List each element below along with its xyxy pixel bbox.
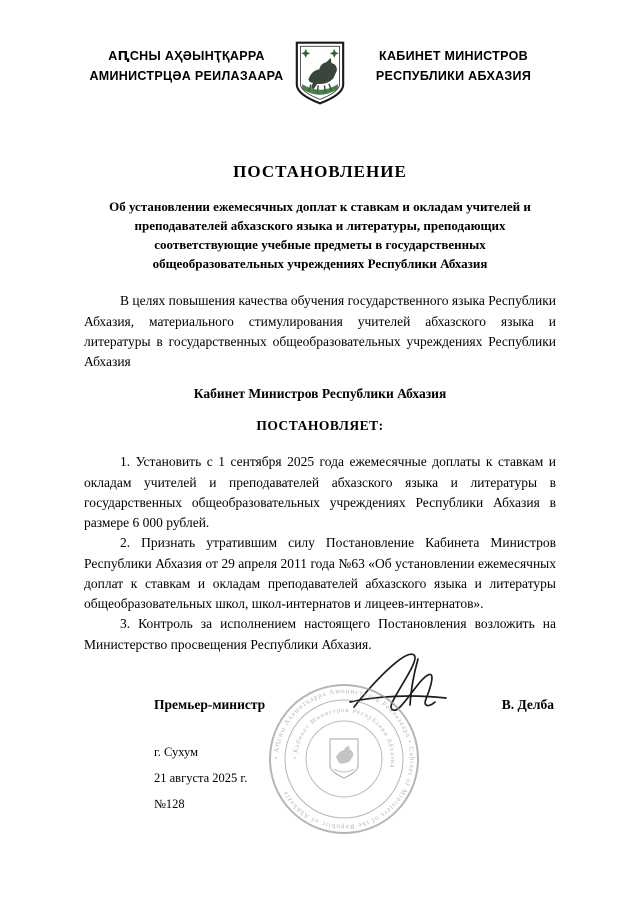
footer-number: №128 [154, 797, 185, 812]
document-header [84, 40, 556, 106]
resolving-authority: Кабинет Министров Республики Абхазия [193, 386, 447, 402]
org-name-abkhaz-line1: АԤСНЫ АҲӘЫНҬҚАРРА [108, 49, 265, 63]
decree-word: ПОСТАНОВЛЯЕТ: [256, 418, 384, 434]
decree-item-2: 2. Признать утратившим силу Постановление Кабинета Министров Республики Абхазия от 29 апреля 2011 года №63 «Об установлении ежемесячных доплат к ставкам и окладам преподавателей абхазского языка и литературы общеобразовательных школ, школ-интернатов и лицеев-интернатов». [84, 535, 556, 612]
document-subtitle: Об установлении ежемесячных доплат к ставкам и окладам учителей и преподавателей абхазского языка и литературы, преподающих соответствующие учебные предметы в государственных общеобразовательных учреждениях Республики Абхазия [109, 199, 531, 271]
stamp-inner-ring-text: • Кабинет Министров Республики Абхазия [291, 706, 397, 770]
signatory-name: В. Делба [501, 696, 554, 712]
org-name-abkhaz-line2: АМИНИСТРЦӘА РЕИЛАЗААРА [89, 69, 284, 83]
org-name-abkhaz [84, 40, 289, 86]
org-name-russian-line1: КАБИНЕТ МИНИСТРОВ [379, 49, 528, 63]
decree-item-3: 3. Контроль за исполнением настоящего Постановления возложить на Министерство просвещения Республики Абхазия. [84, 616, 556, 652]
footer-city: г. Сухум [154, 744, 199, 759]
coat-of-arms-icon [293, 40, 347, 106]
org-name-russian-line2: РЕСПУБЛИКИ АБХАЗИЯ [375, 69, 532, 83]
handwritten-signature [348, 645, 452, 717]
document-footer [154, 739, 556, 818]
signatory-position: Премьер-министр [154, 696, 266, 712]
stamp-outer-ring-text: • Аԥсны Аҳәынҭқарра Аминистрцәа Реилазаара • Cabinet of Ministers of the Republic of Abkhazia [271, 686, 417, 832]
preamble-paragraph: В целях повышения качества обучения государственного языка Республики Абхазия, материального стимулирования учителей абхазского языка и литературы в государственных общеобразовательных учреждениях Республики Абхазия [84, 293, 556, 370]
signature-row [84, 697, 556, 713]
document-title: ПОСТАНОВЛЕНИЕ [233, 162, 407, 181]
decree-item-1: 1. Установить с 1 сентября 2025 года ежемесячные доплаты к ставкам и окладам учителей и преподавателей абхазского языка и литературы в государственных общеобразовательных учреждениях Республики Абхазия в размере 6 000 рублей. [84, 454, 556, 531]
footer-date: 21 августа 2025 г. [154, 771, 248, 786]
org-name-russian [351, 40, 556, 86]
decree-items [84, 452, 556, 655]
